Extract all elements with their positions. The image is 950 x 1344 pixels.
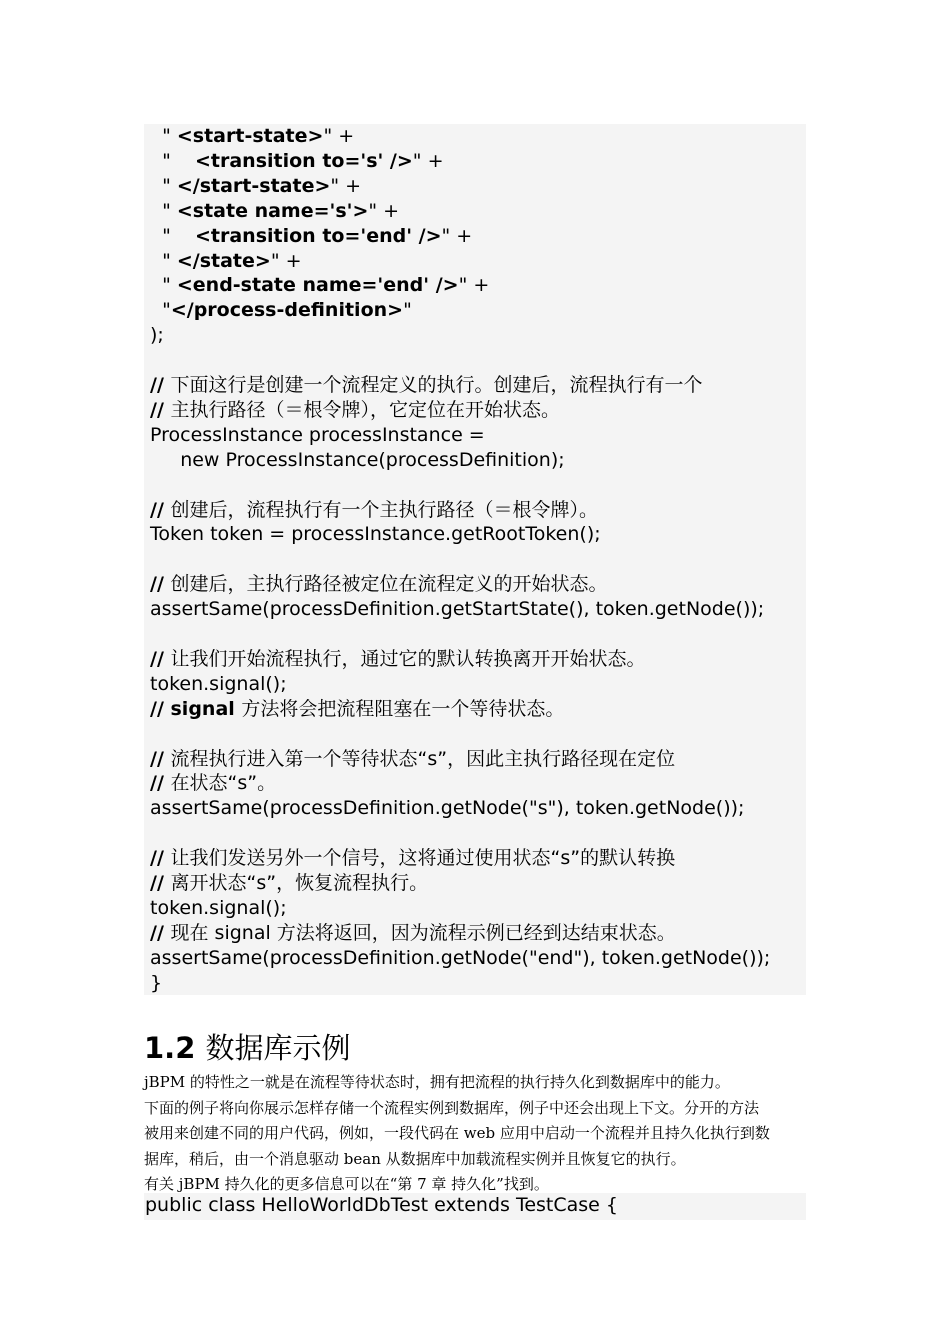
- code-text: token.signal();: [150, 672, 287, 695]
- code-text: ProcessInstance processInstance =: [150, 423, 485, 446]
- code-text: }: [150, 971, 163, 994]
- code-line: [150, 522, 601, 547]
- code-line: [150, 298, 412, 323]
- code-text: 主执行路径（＝根令牌），它定位在开始状态。: [170, 398, 561, 421]
- code-line: [150, 672, 287, 697]
- code-line: [150, 796, 744, 821]
- code-text: assertSame(processDefinition.getNode("end"), token.getNode());: [150, 946, 771, 969]
- code-bold-text: //: [150, 872, 171, 894]
- code-line: [150, 224, 472, 249]
- code-bold-text: <start-state>: [176, 125, 324, 147]
- code-bold-text: //: [150, 921, 171, 944]
- code-bold-text: //: [150, 398, 171, 421]
- code-bold-text: //: [150, 573, 171, 596]
- code-text: " +: [412, 149, 444, 172]
- code-text: ": [150, 199, 177, 222]
- code-bold-text: <end-state name='end' />: [176, 274, 459, 297]
- code-line: [150, 846, 675, 871]
- code-text: 创建后，流程执行有一个主执行路径（＝根令牌）。: [170, 498, 599, 521]
- code-text: assertSame(processDefinition.getStartState(), token.getNode());: [150, 598, 765, 621]
- code-bold-text: <state name='s'>: [176, 199, 369, 222]
- code-text: " +: [323, 125, 355, 147]
- code-text: ": [150, 174, 177, 197]
- code-line: [150, 921, 676, 946]
- code-line: [150, 423, 485, 448]
- code-line: [150, 149, 444, 174]
- code-line: [150, 398, 560, 423]
- code-text: 下面这行是创建一个流程定义的执行。创建后，流程执行有一个: [170, 374, 703, 396]
- code-bold-text: <transition to='s' />: [194, 149, 413, 172]
- code-text: ": [150, 125, 177, 147]
- code-text: new ProcessInstance(processDefinition);: [150, 448, 565, 471]
- code-line: [150, 572, 608, 597]
- code-block-2: [144, 1193, 806, 1220]
- code-text: " +: [270, 249, 302, 272]
- code-line: [150, 199, 399, 224]
- code-bold-text: </state>: [176, 249, 271, 272]
- code-text: " +: [368, 199, 400, 222]
- code-line: [150, 871, 428, 896]
- code-line: [150, 771, 276, 796]
- code-line: [150, 647, 646, 672]
- code-bold-text: //: [150, 647, 171, 670]
- code-text: ": [403, 299, 412, 322]
- code-bold-text: // signal: [150, 697, 242, 720]
- code-bold-text: //: [150, 772, 171, 795]
- section-heading: [144, 1026, 351, 1067]
- code-line: [150, 323, 164, 348]
- code-text: " +: [330, 174, 362, 197]
- code-bold-text: //: [150, 374, 171, 396]
- code-text: " +: [458, 274, 490, 297]
- code-line: [150, 273, 489, 298]
- code-line: [150, 249, 302, 274]
- code-text: 流程执行进入第一个等待状态“s”，因此主执行路径现在定位: [170, 747, 676, 770]
- paragraph-line: 被用来创建不同的用户代码，例如，一段代码在 web 应用中启动一个流程并且持久化执行到数: [144, 1124, 770, 1142]
- code-bold-text: <transition to='end' />: [194, 224, 442, 247]
- code-text: 创建后，主执行路径被定位在流程定义的开始状态。: [170, 573, 608, 596]
- code-text: ": [150, 224, 195, 247]
- code-bold-text: //: [150, 747, 171, 770]
- code-line: [150, 946, 770, 971]
- code-text: " +: [441, 224, 473, 247]
- code-line: [150, 174, 361, 199]
- code-text: ": [150, 299, 171, 322]
- code-text: assertSame(processDefinition.getNode("s"), token.getNode());: [150, 797, 745, 820]
- paragraph-line: 据库，稍后，由一个消息驱动 bean 从数据库中加载流程实例并且恢复它的执行。: [144, 1149, 686, 1168]
- code-bold-text: </process-definition>: [170, 299, 404, 322]
- section-number: 1.2: [144, 1031, 196, 1065]
- code-text: ": [150, 274, 177, 297]
- code-line: [150, 448, 565, 473]
- code-line: [150, 697, 564, 722]
- code-line: [150, 971, 162, 996]
- paragraph-line: 下面的例子将向你展示怎样存储一个流程实例到数据库，例子中还会出现上下文。分开的方法: [144, 1098, 760, 1117]
- code-line: [150, 124, 354, 149]
- code-text: 让我们开始流程执行，通过它的默认转换离开开始状态。: [170, 647, 646, 670]
- code-text: ": [150, 149, 195, 172]
- code-text: 方法将会把流程阻塞在一个等待状态。: [241, 697, 565, 720]
- code-text: 让我们发送另外一个信号，这将通过使用状态“s”的默认转换: [170, 847, 676, 870]
- code-text: Token token = processInstance.getRootToken();: [150, 523, 601, 546]
- code-line: [150, 498, 598, 523]
- code-line: [150, 747, 675, 772]
- code-line: public class HelloWorldDbTest extends TestCase {: [145, 1194, 618, 1216]
- code-line: [150, 896, 287, 921]
- code-text: 现在 signal 方法将返回，因为流程示例已经到达结束状态。: [170, 921, 676, 944]
- code-text: ": [150, 249, 177, 272]
- code-line: [150, 373, 703, 398]
- code-text: 离开状态“s”，恢复流程执行。: [170, 872, 429, 894]
- code-bold-text: //: [150, 847, 171, 870]
- section-title: 数据库示例: [205, 1031, 351, 1065]
- paragraph-line: jBPM 的特性之一就是在流程等待状态时，拥有把流程的执行持久化到数据库中的能力。: [144, 1073, 730, 1091]
- code-bold-text: </start-state>: [176, 174, 331, 197]
- code-bold-text: //: [150, 498, 171, 521]
- code-text: 在状态“s”。: [170, 772, 277, 795]
- code-line: [150, 597, 764, 622]
- paragraph-line: 有关 jBPM 持久化的更多信息可以在“第 7 章 持久化”找到。: [144, 1175, 549, 1193]
- code-text: );: [150, 324, 164, 347]
- code-text: token.signal();: [150, 896, 287, 919]
